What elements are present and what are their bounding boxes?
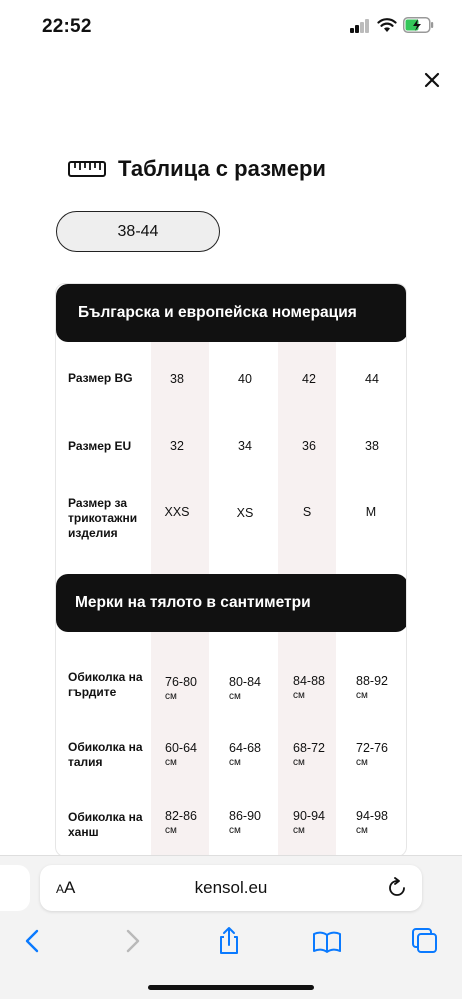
size-range-button[interactable]: 38-44	[56, 211, 220, 252]
cell-bg-38: 38	[170, 372, 184, 386]
cell-waist-4: 72-76 см	[356, 741, 388, 768]
status-time: 22:52	[42, 16, 92, 37]
cell-hips-1: 82-86 см	[165, 809, 197, 836]
section-header-numbering	[56, 284, 407, 342]
row-label-size-eu: Размер EU	[68, 439, 132, 453]
cell-knit-xs: XS	[236, 506, 254, 520]
cell-chest-3: 84-88 см	[293, 674, 325, 701]
reload-icon[interactable]	[386, 877, 408, 899]
bookmarks-icon[interactable]	[312, 926, 342, 956]
cell-waist-1: 60-64 см	[165, 741, 197, 768]
size-chart-card	[55, 283, 407, 857]
cell-bg-40: 40	[238, 372, 252, 386]
row-label-hips: Обиколка на ханш	[68, 810, 143, 839]
ruler-icon	[68, 159, 106, 179]
status-bar	[0, 0, 462, 54]
cell-waist-3: 68-72 см	[293, 741, 325, 768]
cell-chest-4: 88-92 см	[356, 674, 388, 701]
back-icon[interactable]	[18, 926, 48, 956]
cell-knit-m: M	[365, 505, 377, 519]
cell-eu-38: 38	[365, 439, 379, 453]
close-icon[interactable]	[420, 68, 444, 92]
cell-eu-32: 32	[170, 439, 184, 453]
cell-eu-34: 34	[238, 439, 252, 453]
section-header-text: Българска и европейска номерация	[78, 304, 357, 321]
forward-icon	[117, 926, 147, 956]
cell-hips-3: 90-94 см	[293, 809, 325, 836]
reader-settings-button[interactable]: AA	[56, 878, 76, 897]
row-label-chest: Обиколка на гърдите	[68, 670, 143, 699]
url-text: kensol.eu	[194, 878, 268, 897]
battery-charging-icon	[403, 17, 434, 33]
title-row	[68, 152, 326, 186]
previous-tab-preview[interactable]	[0, 865, 30, 911]
share-icon[interactable]	[214, 926, 244, 956]
cell-knit-xxs: XXS	[164, 505, 190, 519]
cell-chest-2: 80-84 см	[229, 675, 261, 702]
cell-eu-36: 36	[302, 439, 316, 453]
cellular-signal-icon	[350, 19, 370, 33]
cell-chest-1: 76-80 см	[165, 675, 197, 702]
tabs-icon[interactable]	[410, 926, 440, 956]
cell-waist-2: 64-68 см	[229, 741, 261, 768]
cell-bg-44: 44	[365, 372, 379, 386]
home-indicator	[148, 985, 314, 990]
cell-hips-2: 86-90 см	[229, 809, 261, 836]
browser-toolbar	[0, 855, 462, 999]
row-label-knitwear-size: Размер за трикотажни изделия	[68, 496, 138, 540]
cell-hips-4: 94-98 см	[356, 809, 388, 836]
section-header-body-measurements	[56, 574, 407, 632]
row-label-size-bg: Размер BG	[68, 371, 133, 385]
section-header-text: Мерки на тялото в сантиметри	[75, 594, 311, 611]
cell-knit-s: S	[302, 505, 312, 519]
cell-bg-42: 42	[302, 372, 316, 386]
row-label-waist: Обиколка на талия	[68, 740, 143, 769]
address-bar[interactable]	[40, 865, 422, 911]
wifi-icon	[377, 17, 397, 33]
page-title: Таблица с размери	[118, 156, 326, 181]
